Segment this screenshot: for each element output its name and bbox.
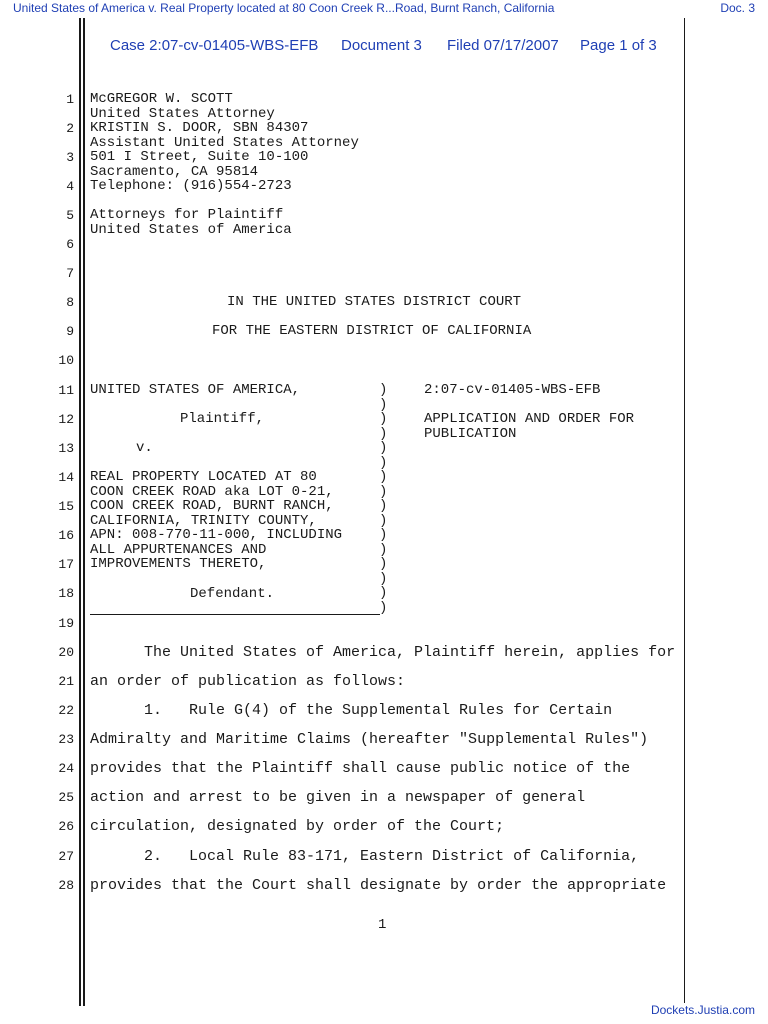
stamp-page: Page 1 of 3	[580, 37, 657, 54]
plaintiff-role: Plaintiff,	[180, 411, 265, 427]
line-number: 12	[58, 412, 74, 427]
caption-paren: )	[379, 527, 388, 543]
doc-number-link[interactable]: Doc. 3	[720, 1, 755, 15]
page-number: 1	[378, 917, 387, 933]
pleading-right-rule	[684, 18, 685, 1003]
line-number: 6	[66, 237, 74, 252]
caption-paren: )	[379, 396, 388, 413]
line-number: 17	[58, 557, 74, 572]
assistant-attorney-name: KRISTIN S. DOOR, SBN 84307	[90, 120, 309, 136]
caption-paren: )	[379, 512, 388, 529]
line-number: 26	[58, 819, 74, 834]
line-number: 9	[66, 324, 74, 339]
defendant-line: IMPROVEMENTS THERETO,	[90, 556, 267, 572]
line-number: 8	[66, 295, 74, 310]
body-line: provides that the Plaintiff shall cause public notice of the	[90, 760, 631, 777]
attorneys-for-party: United States of America	[90, 221, 292, 238]
line-number: 20	[58, 645, 74, 660]
attorney-name: McGREGOR W. SCOTT	[90, 91, 233, 107]
attorneys-for: Attorneys for Plaintiff	[90, 207, 284, 223]
case-number: 2:07-cv-01405-WBS-EFB	[424, 382, 601, 398]
caption-paren: )	[379, 556, 388, 572]
pleading-left-rule	[79, 18, 81, 1006]
defendant-line: COON CREEK ROAD, BURNT RANCH,	[90, 498, 334, 514]
caption-paren: )	[379, 599, 388, 616]
stamp-case-number: Case 2:07-cv-01405-WBS-EFB	[110, 37, 319, 54]
body-line: action and arrest to be given in a newspaper of general	[90, 789, 586, 806]
court-name: IN THE UNITED STATES DISTRICT COURT	[227, 294, 522, 310]
defendant-line: CALIFORNIA, TRINITY COUNTY,	[90, 512, 317, 529]
caption-paren: )	[379, 454, 388, 471]
line-number: 27	[58, 849, 74, 864]
line-number: 16	[58, 528, 74, 543]
defendant-role: Defendant.	[190, 586, 275, 602]
caption-paren: )	[379, 382, 388, 398]
caption-underline	[90, 614, 380, 615]
caption-paren: )	[379, 541, 388, 558]
body-line: 1. Rule G(4) of the Supplemental Rules for Certain	[90, 702, 613, 719]
line-number: 19	[58, 616, 74, 631]
attorney-title: United States Attorney	[90, 105, 275, 122]
caption-paren: )	[379, 440, 388, 456]
docket-title-link[interactable]: United States of America v. Real Property located at 80 Coon Creek R...Road, Burnt Ranch, California	[13, 1, 555, 15]
document-title: APPLICATION AND ORDER FOR	[424, 411, 635, 427]
ecf-filing-stamp	[110, 37, 657, 54]
attorney-street: 501 I Street, Suite 10-100	[90, 149, 309, 165]
line-number: 22	[58, 703, 74, 718]
line-number: 21	[58, 674, 74, 689]
stamp-filed-date: Filed 07/17/2007	[447, 37, 559, 54]
caption-paren: )	[379, 585, 388, 601]
line-number: 4	[66, 179, 74, 194]
body-line: The United States of America, Plaintiff herein, applies for	[90, 644, 676, 661]
document-title-cont: PUBLICATION	[424, 425, 517, 442]
line-number: 2	[66, 121, 74, 136]
caption-paren: )	[379, 411, 388, 427]
line-number: 7	[66, 266, 74, 281]
body-line: an order of publication as follows:	[90, 673, 406, 690]
caption-paren: )	[379, 483, 388, 500]
caption-paren: )	[379, 469, 388, 485]
line-number: 28	[58, 878, 74, 893]
stamp-document: Document 3	[341, 37, 422, 54]
pleading-left-rule-inner	[83, 18, 85, 1006]
line-number: 3	[66, 150, 74, 165]
line-number: 5	[66, 208, 74, 223]
attorney-city: Sacramento, CA 95814	[90, 163, 259, 180]
line-number: 10	[58, 353, 74, 368]
line-number: 18	[58, 586, 74, 601]
court-district: FOR THE EASTERN DISTRICT OF CALIFORNIA	[212, 323, 532, 339]
defendant-line: COON CREEK ROAD aka LOT 0-21,	[90, 483, 334, 500]
line-number: 14	[58, 470, 74, 485]
line-number: 23	[58, 732, 74, 747]
line-number: 13	[58, 441, 74, 456]
caption-paren: )	[379, 570, 388, 587]
line-number: 11	[58, 383, 74, 398]
line-number: 24	[58, 761, 74, 776]
caption-paren: )	[379, 425, 388, 442]
defendant-line: APN: 008-770-11-000, INCLUDING	[90, 527, 343, 543]
line-number: 15	[58, 499, 74, 514]
defendant-line: ALL APPURTENANCES AND	[90, 541, 267, 558]
attorney-telephone: Telephone: (916)554-2723	[90, 178, 292, 194]
justia-dockets-link[interactable]: Dockets.Justia.com	[650, 1003, 755, 1017]
assistant-attorney-title: Assistant United States Attorney	[90, 134, 359, 151]
body-line: 2. Local Rule 83-171, Eastern District of California,	[90, 848, 640, 865]
body-line: Admiralty and Maritime Claims (hereafter "Supplemental Rules")	[90, 731, 649, 748]
defendant-line: REAL PROPERTY LOCATED AT 80	[90, 469, 317, 485]
body-line: circulation, designated by order of the Court;	[90, 818, 505, 835]
plaintiff-name: UNITED STATES OF AMERICA,	[90, 382, 301, 398]
body-line: provides that the Court shall designate by order the appropriate	[90, 877, 667, 894]
line-number: 25	[58, 790, 74, 805]
line-number: 1	[66, 92, 74, 107]
caption-paren: )	[379, 498, 388, 514]
versus: v.	[136, 440, 153, 456]
